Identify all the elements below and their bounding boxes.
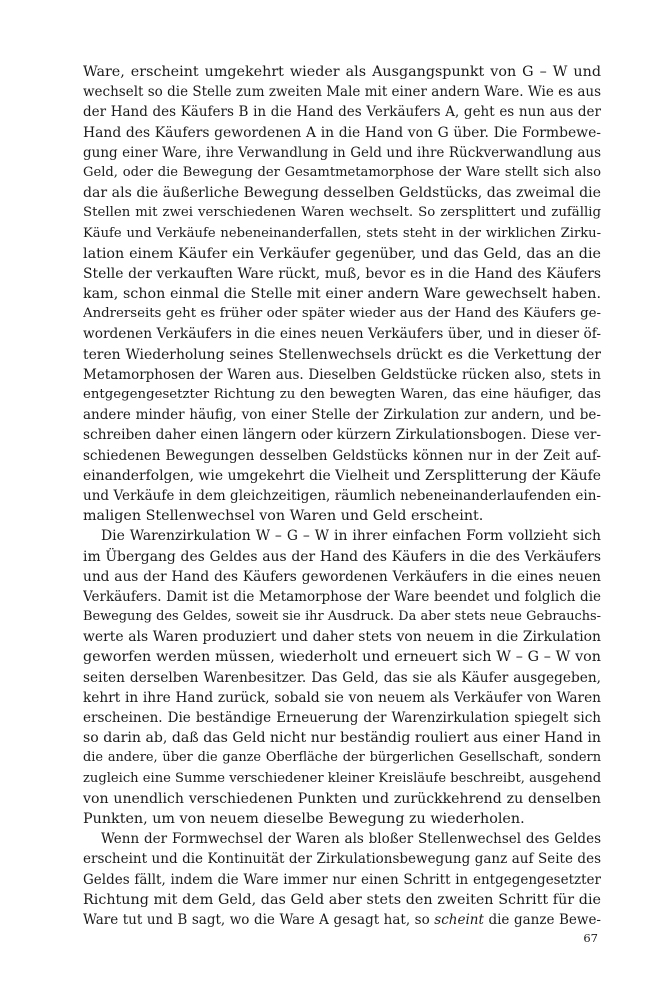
text-line: Geld, oder die Bewegung der Gesamtmetamorphose der Ware stellt sich also <box>83 164 601 180</box>
text-line: die andere, über die ganze Oberfläche der bürgerlichen Gesellschaft, sondern <box>83 750 601 766</box>
paragraph-1 <box>83 62 601 526</box>
text-line: Verkäufers. Damit ist die Metamorphose der Ware beendet und folglich die <box>83 588 601 605</box>
paragraph-2 <box>83 526 601 829</box>
text-line: Richtung mit dem Geld, das Geld aber stets den zweiten Schritt für die <box>83 891 601 908</box>
paragraph-3 <box>83 829 601 930</box>
text-line: und Verkäufe in dem gleichzeitigen, räumlich nebeneinanderlaufenden ein- <box>83 487 601 504</box>
text-line: dar als die äußerliche Bewegung desselben Geldstücks, das zweimal die <box>83 185 601 202</box>
text-line: maligen Stellenwechsel von Waren und Geld erscheint. <box>83 508 484 525</box>
text-line: einanderfolgen, wie umgekehrt die Vielheit und Zersplitterung der Käufe <box>83 467 601 484</box>
text-line: werte als Waren produziert und daher stets von neuem in die Zirkulation <box>83 629 601 646</box>
text-line: wordenen Verkäufers in die eines neuen Verkäufers über, und in dieser öf- <box>83 326 601 343</box>
emphasized-word: scheint <box>434 911 484 928</box>
text-line: Andrerseits geht es früher oder später wieder aus der Hand des Käufers ge- <box>83 306 601 322</box>
text-line: im Übergang des Geldes aus der Hand des Käufers in die des Verkäufers <box>83 548 601 565</box>
text-line: erscheint und die Kontinuität der Zirkulationsbewegung ganz auf Seite des <box>83 851 601 868</box>
text-line: gung einer Ware, ihre Verwandlung in Geld und ihre Rückverwandlung aus <box>83 144 601 161</box>
text-line: Stelle der verkauften Ware rückt, muß, bevor es in die Hand des Käufers <box>83 265 601 282</box>
text-line: Stellen mit zwei verschiedenen Waren wechselt. So zersplittert und zufällig <box>83 205 601 221</box>
text-line: Punkten, um von neuem dieselbe Bewegung zu wiederholen. <box>83 810 525 827</box>
text-line: Wenn der Formwechsel der Waren als bloßer Stellenwechsel des Geldes <box>101 831 601 848</box>
text-line: geworfen werden müssen, wiederholt und erneuert sich W – G – W von <box>83 649 601 666</box>
text-line: wechselt so die Stelle zum zweiten Male mit einer andern Ware. Wie es aus <box>83 84 601 101</box>
text-line: seiten derselben Warenbesitzer. Das Geld, das sie als Käufer ausgegeben, <box>83 669 601 686</box>
text-line: Die Warenzirkulation W – G – W in ihrer einfachen Form vollzieht sich <box>101 528 601 545</box>
text-line <box>83 910 601 930</box>
text-line: zugleich eine Summe verschiedener kleiner Kreisläufe beschreibt, ausgehend <box>83 770 601 786</box>
text-line: kehrt in ihre Hand zurück, sobald sie von neuem als Verkäufer von Waren <box>83 689 601 706</box>
text-line: schreiben daher einen längern oder kürzern Zirkulationsbogen. Diese ver- <box>83 427 601 444</box>
text-line: der Hand des Käufers B in die Hand des Verkäufers A, geht es nun aus der <box>83 104 601 121</box>
text-line: Käufe und Verkäufe nebeneinanderfallen, stets steht in der wirklichen Zirku- <box>83 225 601 241</box>
text-line: erscheinen. Die beständige Erneuerung der Warenzirkulation spiegelt sich <box>83 710 601 726</box>
book-page-text <box>83 62 601 930</box>
text-line: Bewegung des Geldes, soweit sie ihr Ausdruck. Da aber stets neue Gebrauchs- <box>83 609 601 625</box>
page-number: 67 <box>583 931 598 945</box>
text-line: teren Wiederholung seines Stellenwechsels drückt es die Verkettung der <box>83 346 601 363</box>
text-line: Metamorphosen der Waren aus. Dieselben Geldstücke rücken also, stets in <box>83 366 601 383</box>
text-line: und aus der Hand des Käufers gewordenen Verkäufers in die eines neuen <box>83 568 601 585</box>
text-line: lation einem Käufer ein Verkäufer gegenüber, und das Geld, das an die <box>83 245 601 262</box>
text-line: kam, schon einmal die Stelle mit einer andern Ware gewechselt haben. <box>83 286 601 303</box>
text-line: andere minder häufig, von einer Stelle der Zirkulation zur andern, und be- <box>83 407 601 424</box>
text-fragment: Ware tut und B sagt, wo die Ware A gesagt hat, so <box>83 911 435 928</box>
text-line: von unendlich verschiedenen Punkten und zurückkehrend zu denselben <box>83 790 601 807</box>
text-line: schiedenen Bewegungen desselben Geldstücks können nur in der Zeit auf- <box>83 447 601 464</box>
text-line: Hand des Käufers gewordenen A in die Hand von G über. Die Formbewe- <box>83 124 601 141</box>
text-line: so darin ab, daß das Geld nicht nur beständig rouliert aus einer Hand in <box>83 730 601 747</box>
text-line: Geldes fällt, indem die Ware immer nur einen Schritt in entgegengesetzter <box>83 871 601 888</box>
text-line: Ware, erscheint umgekehrt wieder als Ausgangspunkt von G – W und <box>83 64 601 80</box>
text-fragment: die ganze Bewe- <box>483 911 601 928</box>
text-line: entgegengesetzter Richtung zu den bewegten Waren, das eine häufiger, das <box>83 387 601 402</box>
